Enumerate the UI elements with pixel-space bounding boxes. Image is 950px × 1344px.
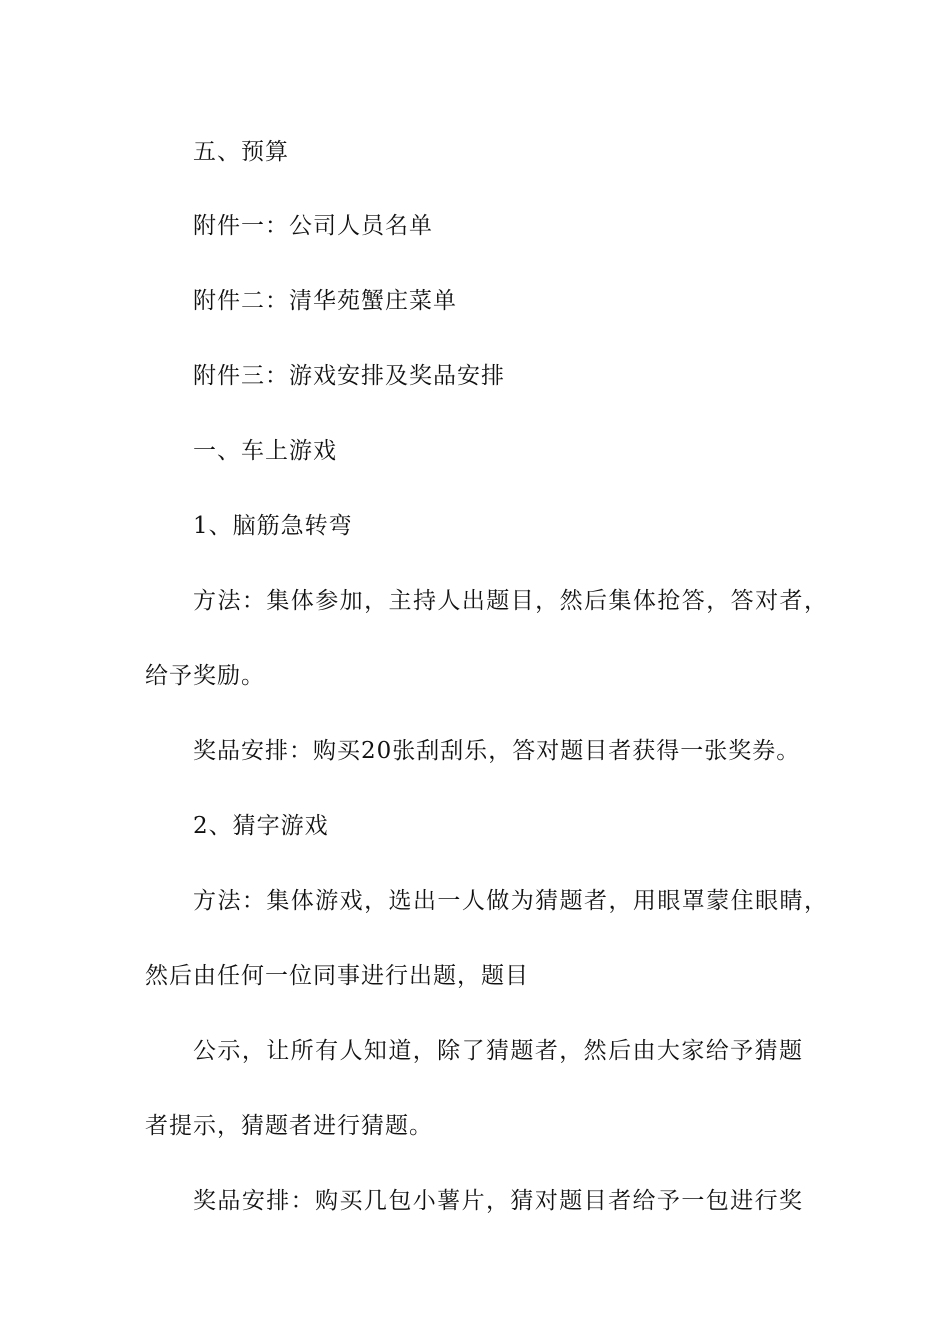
attachment-two-line: 附件二：清华苑蟹庄菜单 [193, 288, 457, 314]
attachment-one-line: 附件一：公司人员名单 [193, 213, 433, 239]
game-one-prize-line: 奖品安排：购买20张刮刮乐，答对题目者获得一张奖券。 [193, 738, 801, 764]
section-heading-bus-games: 一、车上游戏 [193, 438, 337, 464]
game-two-method-line-1: 方法：集体游戏，选出一人做为猜题者，用眼罩蒙住眼睛， [193, 888, 828, 914]
game-two-title: 2、猜字游戏 [193, 813, 329, 839]
game-one-title: 1、脑筋急转弯 [193, 513, 353, 539]
game-two-method-line-2: 然后由任何一位同事进行出题，题目 [145, 963, 529, 989]
game-one-method-line-1: 方法：集体参加，主持人出题目，然后集体抢答，答对者， [193, 588, 828, 614]
game-two-method-line-3: 公示，让所有人知道，除了猜题者，然后由大家给予猜题 [193, 1038, 803, 1064]
game-two-method-line-4: 者提示，猜题者进行猜题。 [145, 1113, 433, 1139]
section-heading-budget: 五、预算 [193, 139, 289, 165]
game-two-prize-line: 奖品安排：购买几包小薯片，猜对题目者给予一包进行奖 [193, 1188, 803, 1214]
attachment-three-line: 附件三：游戏安排及奖品安排 [193, 363, 505, 389]
game-one-method-line-2: 给予奖励。 [145, 663, 265, 689]
